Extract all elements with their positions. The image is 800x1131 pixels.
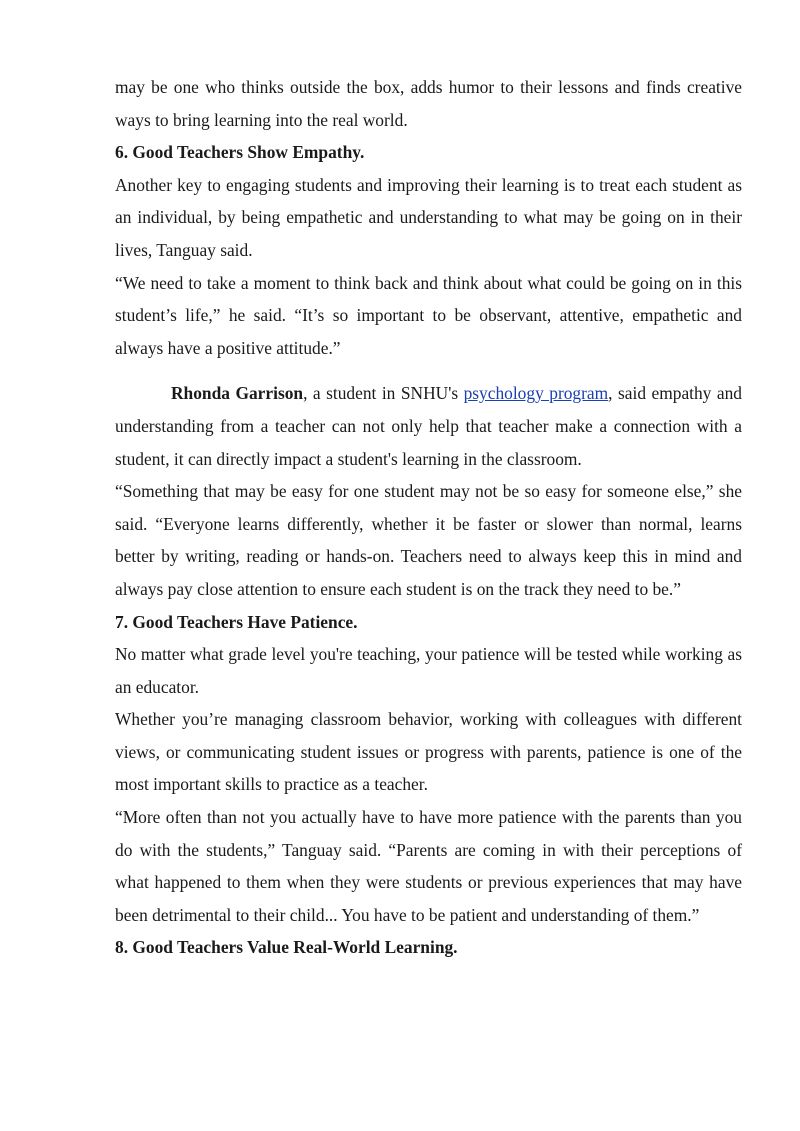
person-name-rhonda-garrison: Rhonda Garrison	[171, 383, 304, 404]
psychology-program-link[interactable]: psychology program	[463, 383, 609, 404]
paragraph-continuation: may be one who thinks outside the box, adds humor to their lessons and finds creative ways to bring learning into the real world.	[115, 77, 742, 130]
quote-tanguay-empathy: “We need to take a moment to think back and think about what could be going on in this student’s life,” he said. “It’s so important to be observant, attentive, empathetic and always have a positive attitude.”	[115, 272, 742, 358]
document-page	[115, 71, 742, 964]
heading-show-empathy: 6. Good Teachers Show Empathy.	[115, 142, 365, 163]
heading-have-patience: 7. Good Teachers Have Patience.	[115, 611, 358, 632]
quote-garrison: “Something that may be easy for one student may not be so easy for someone else,” she said. “Everyone learns differently, whether it be faster or slower than normal, learns better by writing, reading or hands-on. Teachers need to always keep this in mind and always pay close attention to ensure each student is on the track they need to be.”	[115, 481, 742, 599]
paragraph-empathy-intro: Another key to engaging students and improving their learning is to treat each student as an individual, by being empathetic and understanding to what may be going on in their lives, Tanguay said.	[115, 174, 742, 260]
paragraph-rhonda-garrison	[115, 377, 742, 475]
text-run: , a student in SNHU's	[303, 383, 464, 404]
quote-tanguay-patience: “More often than not you actually have to have more patience with the parents than you do with the students,” Tanguay said. “Parents are coming in with their perceptions of what happened to them when they were students or previous experiences that may have been detrimental to their child... You have to be patient and understanding of them.”	[115, 807, 742, 925]
text-run: , said empathy and understanding from a teacher can not only help that teacher make a connection with a student, it can directly impact a student's learning in the classroom.	[115, 383, 742, 469]
paragraph-patience-skills: Whether you’re managing classroom behavior, working with colleagues with different views, or communicating student issues or progress with parents, patience is one of the most important skills to practice as a teacher.	[115, 709, 742, 795]
heading-value-real-world-learning: 8. Good Teachers Value Real-World Learning.	[115, 937, 458, 958]
paragraph-patience-intro: No matter what grade level you're teaching, your patience will be tested while working as an educator.	[115, 644, 742, 697]
